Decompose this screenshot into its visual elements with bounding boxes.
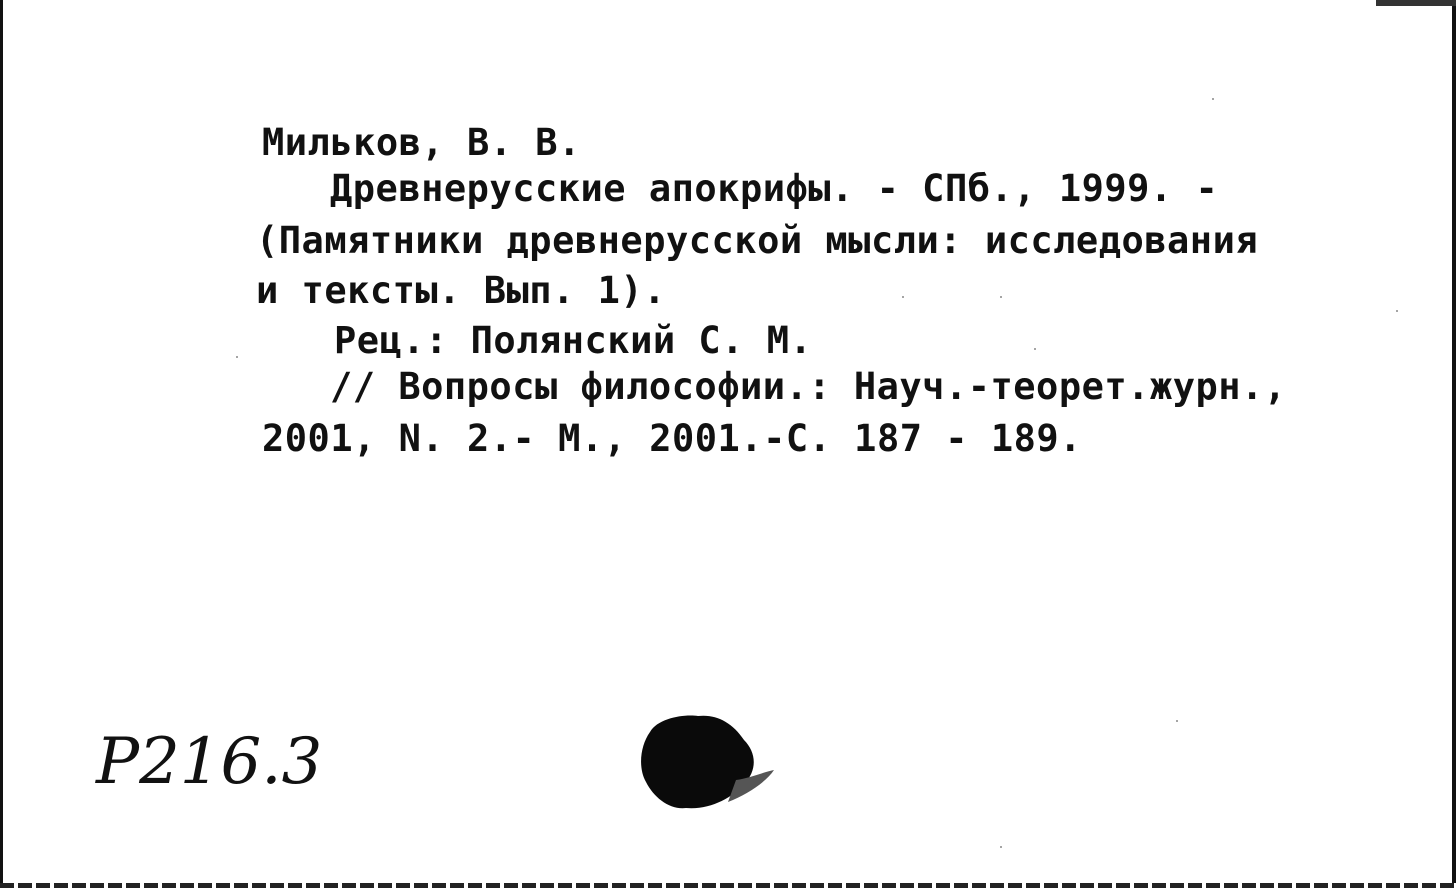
- card-left-edge: [0, 0, 3, 888]
- author-line: Мильков, В. В.: [262, 121, 581, 164]
- punch-hole: [636, 712, 776, 812]
- source-line-2: 2001, N. 2.- М., 2001.-С. 187 - 189.: [262, 417, 1082, 460]
- series-line-2: и тексты. Вып. 1).: [256, 269, 666, 312]
- paper-speck: [902, 296, 904, 298]
- shelf-mark: P216.3: [96, 725, 323, 799]
- source-line-1: // Вопросы философии.: Науч.-теорет.журн.,: [330, 365, 1287, 408]
- paper-speck: [1000, 296, 1002, 298]
- paper-speck: [1034, 348, 1036, 350]
- paper-speck: [1212, 98, 1214, 100]
- paper-speck: [1396, 310, 1398, 312]
- card-bottom-edge: [0, 883, 1456, 888]
- card-top-edge: [1376, 0, 1456, 6]
- card-right-edge: [1452, 0, 1456, 888]
- paper-speck: [1176, 720, 1178, 722]
- paper-speck: [236, 356, 238, 358]
- series-line-1: (Памятники древнерусской мысли: исследования: [256, 219, 1259, 262]
- title-line: Древнерусские апокрифы. - СПб., 1999. -: [330, 167, 1219, 210]
- paper-speck: [1000, 846, 1002, 848]
- review-line: Рец.: Полянский С. М.: [334, 319, 813, 362]
